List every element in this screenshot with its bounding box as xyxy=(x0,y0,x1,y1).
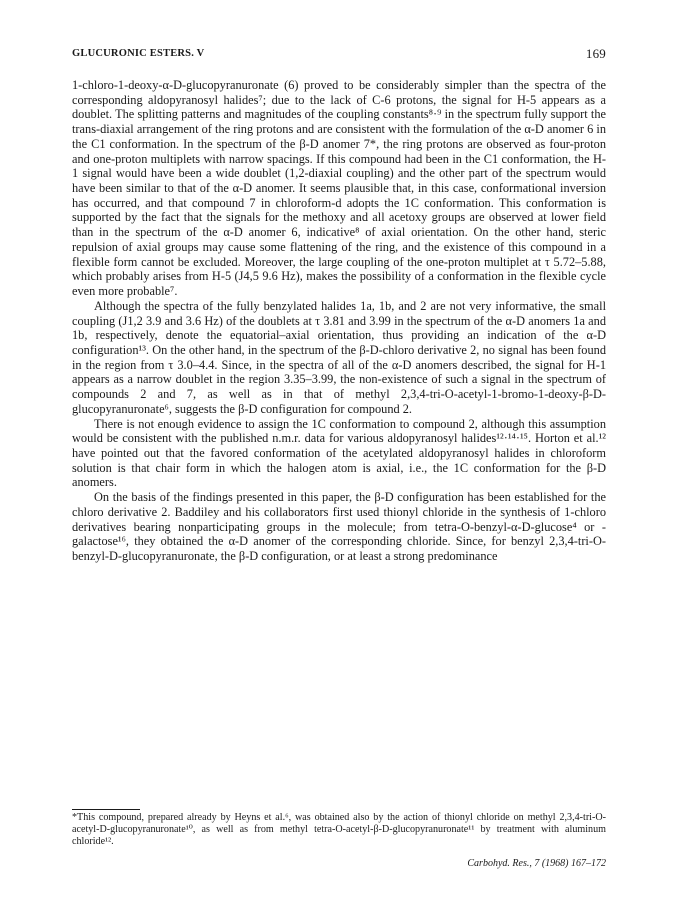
paragraph-conformation-evidence: There is not enough evidence to assign the 1C conformation to compound 2, although this assumption would be consistent with the published n.m.r. data for various aldopyranosyl halides¹²·¹⁴·¹⁵. Horton et al.¹² have pointed out that the favored conformation of the acetylated aldopyranosyl halides in chloroform solution is that chair form in which the halogen atom is axial, i.e., the 1C conformation for the β-D anomers. xyxy=(72,416,606,490)
paragraph-continued: 1-chloro-1-deoxy-α-D-glucopyranuronate (6) proved to be considerably simpler than the spectra of the corresponding aldopyranosyl halides⁷; due to the lack of C-6 protons, the signal for H-5 appears as a doublet. The splitting patterns and magnitudes of the coupling constants⁸·⁹ in the spectrum fully support the trans-diaxial arrangement of the ring protons and are consistent with the formulation of the α-D anomer 6 in the C1 conformation. In the spectrum of the β-D anomer 7*, the ring protons are observed as four-proton and one-proton multiplets with narrow spacings. If this compound had been in the C1 conformation, the H-1 signal would have been a wide doublet (1,2-diaxial coupling) and the other part of the spectrum would have been similar to that of the α-D anomer. It seems plausible that, in this case, conformational inversion has occurred, and that compound 7 in chloroform-d adopts the 1C conformation. This conformation is supported by the fact that the signals for the methoxy and all acetoxy groups are observed at lower field than in the spectrum of the α-D anomer 6, indicative⁸ of axial orientation. On the other hand, steric repulsion of axial groups may cause some flattening of the ring, and the existence of this compound in a flexible form cannot be excluded. Moreover, the large coupling of the one-proton multiplet at τ 5.72–5.88, which probably arises from H-5 (J4,5 9.6 Hz), makes the possibility of a conformation in the flexible cycle even more probable⁷. xyxy=(72,78,606,299)
paragraph-benzylated-halides: Although the spectra of the fully benzylated halides 1a, 1b, and 2 are not very informative, the small coupling (J1,2 3.9 and 3.6 Hz) of the doublets at τ 3.81 and 3.99 in the spectrum of the α-D anomers 1a and 1b, respectively, denote the equatorial–axial orientation, thus providing an indication of the α-D configuration¹³. On the other hand, in the spectrum of the β-D-chloro derivative 2, no signal has been found in the region from τ 3.0–4.4. Since, in the spectra of all of the α-D anomers described, the signal for H-1 appears as a narrow doublet in the region 3.35–3.99, the non-existence of such a signal in the spectrum of compounds 2 and 7, as well as in that of methyl 2,3,4-tri-O-acetyl-1-bromo-1-deoxy-β-D-glucopyranuronate⁶, suggests the β-D configuration for compound 2. xyxy=(72,298,606,416)
journal-citation: Carbohyd. Res., 7 (1968) 167–172 xyxy=(467,858,606,869)
body-text xyxy=(72,78,606,564)
running-title: GLUCURONIC ESTERS. V xyxy=(72,48,205,59)
page-number: 169 xyxy=(585,46,606,61)
paragraph-configuration-established: On the basis of the findings presented in this paper, the β-D configuration has been established for the chloro derivative 2. Baddiley and his collaborators first used thionyl chloride in the synthesis of 1-chloro derivatives bearing nonparticipating groups in the molecule; from tetra-O-benzyl-α-D-glucose⁴ or -galactose¹⁶, they obtained the α-D anomer of the corresponding chloride. Since, for benzyl 2,3,4-tri-O-benzyl-D-glucopyranuronate, the β-D configuration, or at least a strong predominance xyxy=(72,490,606,563)
running-head xyxy=(72,48,606,64)
footnote: *This compound, prepared already by Heyns et al.⁶, was obtained also by the action of thionyl chloride on methyl 2,3,4-tri-O-acetyl-D-glucopyranuronate¹⁰, as well as from methyl tetra-O-acetyl-β-D-glucopyranuronate¹¹ by treatment with aluminum chloride¹². xyxy=(72,812,606,848)
footnote-rule xyxy=(72,809,140,810)
